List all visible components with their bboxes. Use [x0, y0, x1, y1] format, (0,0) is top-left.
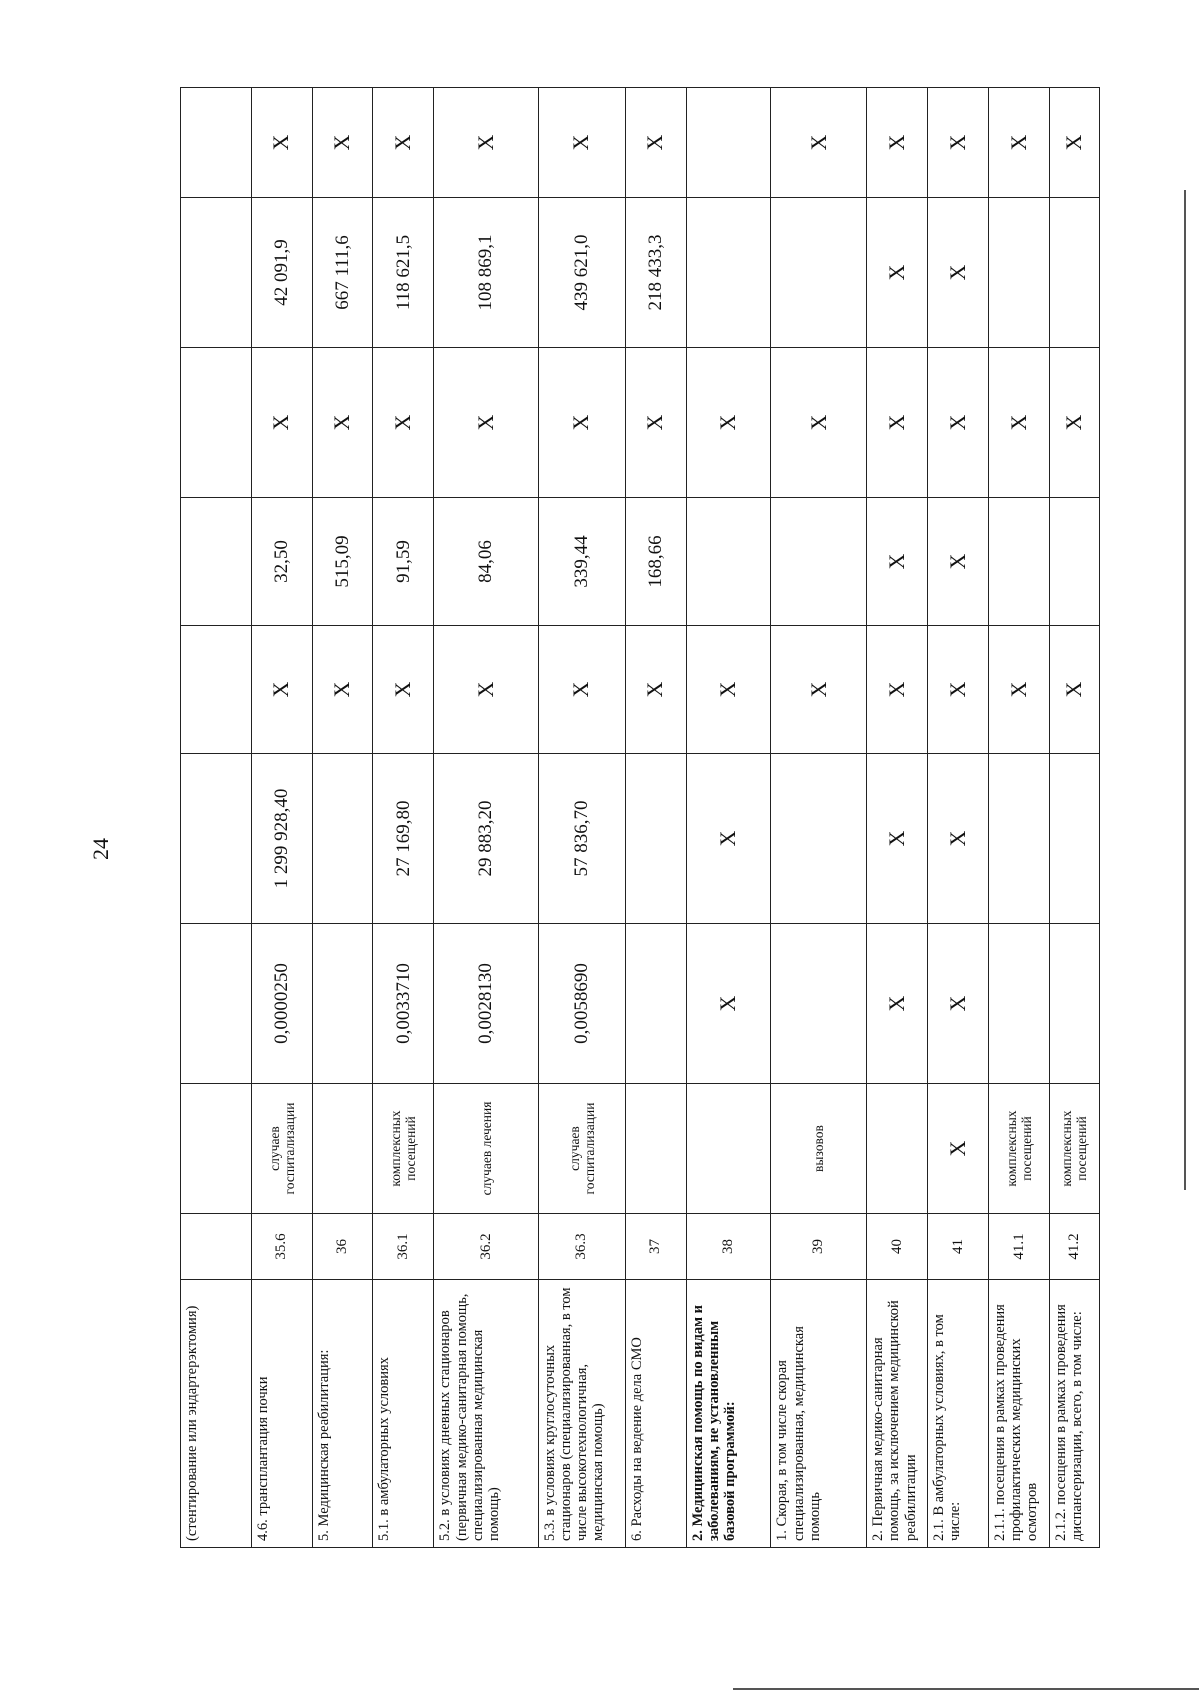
- budget-total-cell: X: [251, 348, 312, 498]
- row-name-cell: 2.1. В амбулаторных условиях, в том числе:: [928, 1280, 989, 1548]
- oms-per-capita-cell: 515,09: [312, 498, 373, 626]
- budget-per-capita-cell: X: [373, 626, 434, 754]
- cost-norm-cell: 1 299 928,40: [251, 754, 312, 924]
- volume-norm-cell: [312, 924, 373, 1084]
- cost-norm-cell: [181, 754, 252, 924]
- unit-cell: случаев госпитализации: [538, 1084, 625, 1214]
- oms-per-capita-cell: 84,06: [434, 498, 538, 626]
- row-name-cell: 5.3. в условиях круглосуточных стационаров (специализированная, в том числе высокотехнологичная, медицинская помощь): [538, 1280, 625, 1548]
- table-body: [181, 88, 1100, 1548]
- share-cell: X: [771, 88, 867, 198]
- unit-cell: [867, 1084, 928, 1214]
- volume-norm-cell: X: [686, 924, 771, 1084]
- cost-norm-cell: X: [686, 754, 771, 924]
- budget-total-cell: X: [686, 348, 771, 498]
- volume-norm-cell: [181, 924, 252, 1084]
- page-number: 24: [88, 838, 113, 860]
- budget-per-capita-cell: X: [867, 626, 928, 754]
- budget-per-capita-cell: X: [538, 626, 625, 754]
- budget-per-capita-cell: X: [686, 626, 771, 754]
- oms-per-capita-cell: X: [867, 498, 928, 626]
- budget-per-capita-cell: X: [771, 626, 867, 754]
- share-cell: X: [867, 88, 928, 198]
- oms-total-cell: [988, 198, 1049, 348]
- volume-norm-cell: X: [928, 924, 989, 1084]
- cost-norm-cell: [988, 754, 1049, 924]
- row-code-cell: 41: [928, 1214, 989, 1280]
- row-name-cell: 6. Расходы на ведение дела СМО: [625, 1280, 686, 1548]
- budget-total-cell: X: [928, 348, 989, 498]
- financing-table: [180, 87, 1100, 1548]
- budget-per-capita-cell: X: [928, 626, 989, 754]
- volume-norm-cell: [988, 924, 1049, 1084]
- row-code-cell: [181, 1214, 252, 1280]
- table-row: [181, 88, 252, 1548]
- oms-total-cell: [771, 198, 867, 348]
- unit-cell: [181, 1084, 252, 1214]
- budget-total-cell: X: [867, 348, 928, 498]
- budget-total-cell: X: [434, 348, 538, 498]
- volume-norm-cell: 0,0033710: [373, 924, 434, 1084]
- unit-cell: случаев лечения: [434, 1084, 538, 1214]
- row-name-cell: 2.1.2. посещения в рамках проведения диспансеризации, всего, в том числе:: [1049, 1280, 1099, 1548]
- table-row: [867, 88, 928, 1548]
- budget-per-capita-cell: X: [312, 626, 373, 754]
- oms-total-cell: 42 091,9: [251, 198, 312, 348]
- unit-cell: [625, 1084, 686, 1214]
- cost-norm-cell: [1049, 754, 1099, 924]
- budget-total-cell: X: [373, 348, 434, 498]
- table-row: [434, 88, 538, 1548]
- row-code-cell: 36.2: [434, 1214, 538, 1280]
- share-cell: X: [373, 88, 434, 198]
- budget-total-cell: X: [625, 348, 686, 498]
- row-code-cell: 37: [625, 1214, 686, 1280]
- table-row: [771, 88, 867, 1548]
- oms-per-capita-cell: X: [928, 498, 989, 626]
- unit-cell: [686, 1084, 771, 1214]
- scan-edge-line: [1184, 190, 1186, 1190]
- budget-total-cell: X: [312, 348, 373, 498]
- scan-edge-line: [733, 1688, 1199, 1690]
- volume-norm-cell: [625, 924, 686, 1084]
- budget-per-capita-cell: [181, 626, 252, 754]
- unit-cell: [312, 1084, 373, 1214]
- oms-per-capita-cell: 168,66: [625, 498, 686, 626]
- row-code-cell: 38: [686, 1214, 771, 1280]
- unit-cell: комплексных посещений: [988, 1084, 1049, 1214]
- cost-norm-cell: 27 169,80: [373, 754, 434, 924]
- row-code-cell: 41.1: [988, 1214, 1049, 1280]
- share-cell: X: [625, 88, 686, 198]
- table-row: [538, 88, 625, 1548]
- row-name-cell: 5.1. в амбулаторных условиях: [373, 1280, 434, 1548]
- row-code-cell: 39: [771, 1214, 867, 1280]
- row-name-cell: 2. Медицинская помощь по видам и заболеваниям, не установленным базовой программой:: [686, 1280, 771, 1548]
- unit-cell: случаев госпитализации: [251, 1084, 312, 1214]
- oms-total-cell: [686, 198, 771, 348]
- cost-norm-cell: [625, 754, 686, 924]
- cost-norm-cell: [771, 754, 867, 924]
- budget-total-cell: X: [1049, 348, 1099, 498]
- oms-total-cell: [1049, 198, 1099, 348]
- row-code-cell: 41.2: [1049, 1214, 1099, 1280]
- oms-total-cell: 118 621,5: [373, 198, 434, 348]
- row-code-cell: 36.1: [373, 1214, 434, 1280]
- row-name-cell: 5.2. в условиях дневных стационаров (первичная медико-санитарная помощь, специализированная медицинская помощь): [434, 1280, 538, 1548]
- table-row: [312, 88, 373, 1548]
- row-name-cell: 1. Скорая, в том числе скорая специализированная, медицинская помощь: [771, 1280, 867, 1548]
- unit-cell: комплексных посещений: [373, 1084, 434, 1214]
- oms-per-capita-cell: 339,44: [538, 498, 625, 626]
- oms-total-cell: 218 433,3: [625, 198, 686, 348]
- cost-norm-cell: 57 836,70: [538, 754, 625, 924]
- volume-norm-cell: [1049, 924, 1099, 1084]
- budget-total-cell: X: [538, 348, 625, 498]
- share-cell: X: [988, 88, 1049, 198]
- table-row: [928, 88, 989, 1548]
- row-code-cell: 36.3: [538, 1214, 625, 1280]
- volume-norm-cell: [771, 924, 867, 1084]
- row-name-cell: 5. Медицинская реабилитация:: [312, 1280, 373, 1548]
- budget-total-cell: [181, 348, 252, 498]
- rotated-table-container: [180, 88, 1100, 1548]
- share-cell: X: [251, 88, 312, 198]
- budget-total-cell: X: [988, 348, 1049, 498]
- oms-total-cell: X: [867, 198, 928, 348]
- table-row: [686, 88, 771, 1548]
- volume-norm-cell: 0,0000250: [251, 924, 312, 1084]
- budget-per-capita-cell: X: [1049, 626, 1099, 754]
- oms-total-cell: 108 869,1: [434, 198, 538, 348]
- oms-total-cell: X: [928, 198, 989, 348]
- share-cell: X: [1049, 88, 1099, 198]
- unit-cell: комплексных посещений: [1049, 1084, 1099, 1214]
- share-cell: X: [538, 88, 625, 198]
- cost-norm-cell: 29 883,20: [434, 754, 538, 924]
- unit-cell: X: [928, 1084, 989, 1214]
- oms-per-capita-cell: [771, 498, 867, 626]
- unit-cell: вызовов: [771, 1084, 867, 1214]
- row-name-cell: (стентирование или эндартерэктомия): [181, 1280, 252, 1548]
- table-row: [988, 88, 1049, 1548]
- share-cell: X: [434, 88, 538, 198]
- cost-norm-cell: X: [928, 754, 989, 924]
- row-name-cell: 2.1.1. посещения в рамках проведения профилактических медицинских осмотров: [988, 1280, 1049, 1548]
- row-name-cell: 4.6. трансплантация почки: [251, 1280, 312, 1548]
- budget-per-capita-cell: X: [434, 626, 538, 754]
- table-row: [373, 88, 434, 1548]
- table-row: [625, 88, 686, 1548]
- volume-norm-cell: 0,0058690: [538, 924, 625, 1084]
- oms-total-cell: 667 111,6: [312, 198, 373, 348]
- row-name-cell: 2. Первичная медико-санитарная помощь, за исключением медицинской реабилитации: [867, 1280, 928, 1548]
- cost-norm-cell: X: [867, 754, 928, 924]
- share-cell: X: [312, 88, 373, 198]
- oms-per-capita-cell: [988, 498, 1049, 626]
- share-cell: [686, 88, 771, 198]
- oms-per-capita-cell: [686, 498, 771, 626]
- budget-per-capita-cell: X: [251, 626, 312, 754]
- share-cell: X: [928, 88, 989, 198]
- oms-per-capita-cell: [1049, 498, 1099, 626]
- row-code-cell: 36: [312, 1214, 373, 1280]
- budget-per-capita-cell: X: [625, 626, 686, 754]
- table-row: [1049, 88, 1099, 1548]
- volume-norm-cell: 0,0028130: [434, 924, 538, 1084]
- share-cell: [181, 88, 252, 198]
- row-code-cell: 40: [867, 1214, 928, 1280]
- oms-total-cell: 439 621,0: [538, 198, 625, 348]
- cost-norm-cell: [312, 754, 373, 924]
- oms-per-capita-cell: 91,59: [373, 498, 434, 626]
- table-row: [251, 88, 312, 1548]
- row-code-cell: 35.6: [251, 1214, 312, 1280]
- budget-total-cell: X: [771, 348, 867, 498]
- oms-total-cell: [181, 198, 252, 348]
- budget-per-capita-cell: X: [988, 626, 1049, 754]
- volume-norm-cell: X: [867, 924, 928, 1084]
- oms-per-capita-cell: 32,50: [251, 498, 312, 626]
- oms-per-capita-cell: [181, 498, 252, 626]
